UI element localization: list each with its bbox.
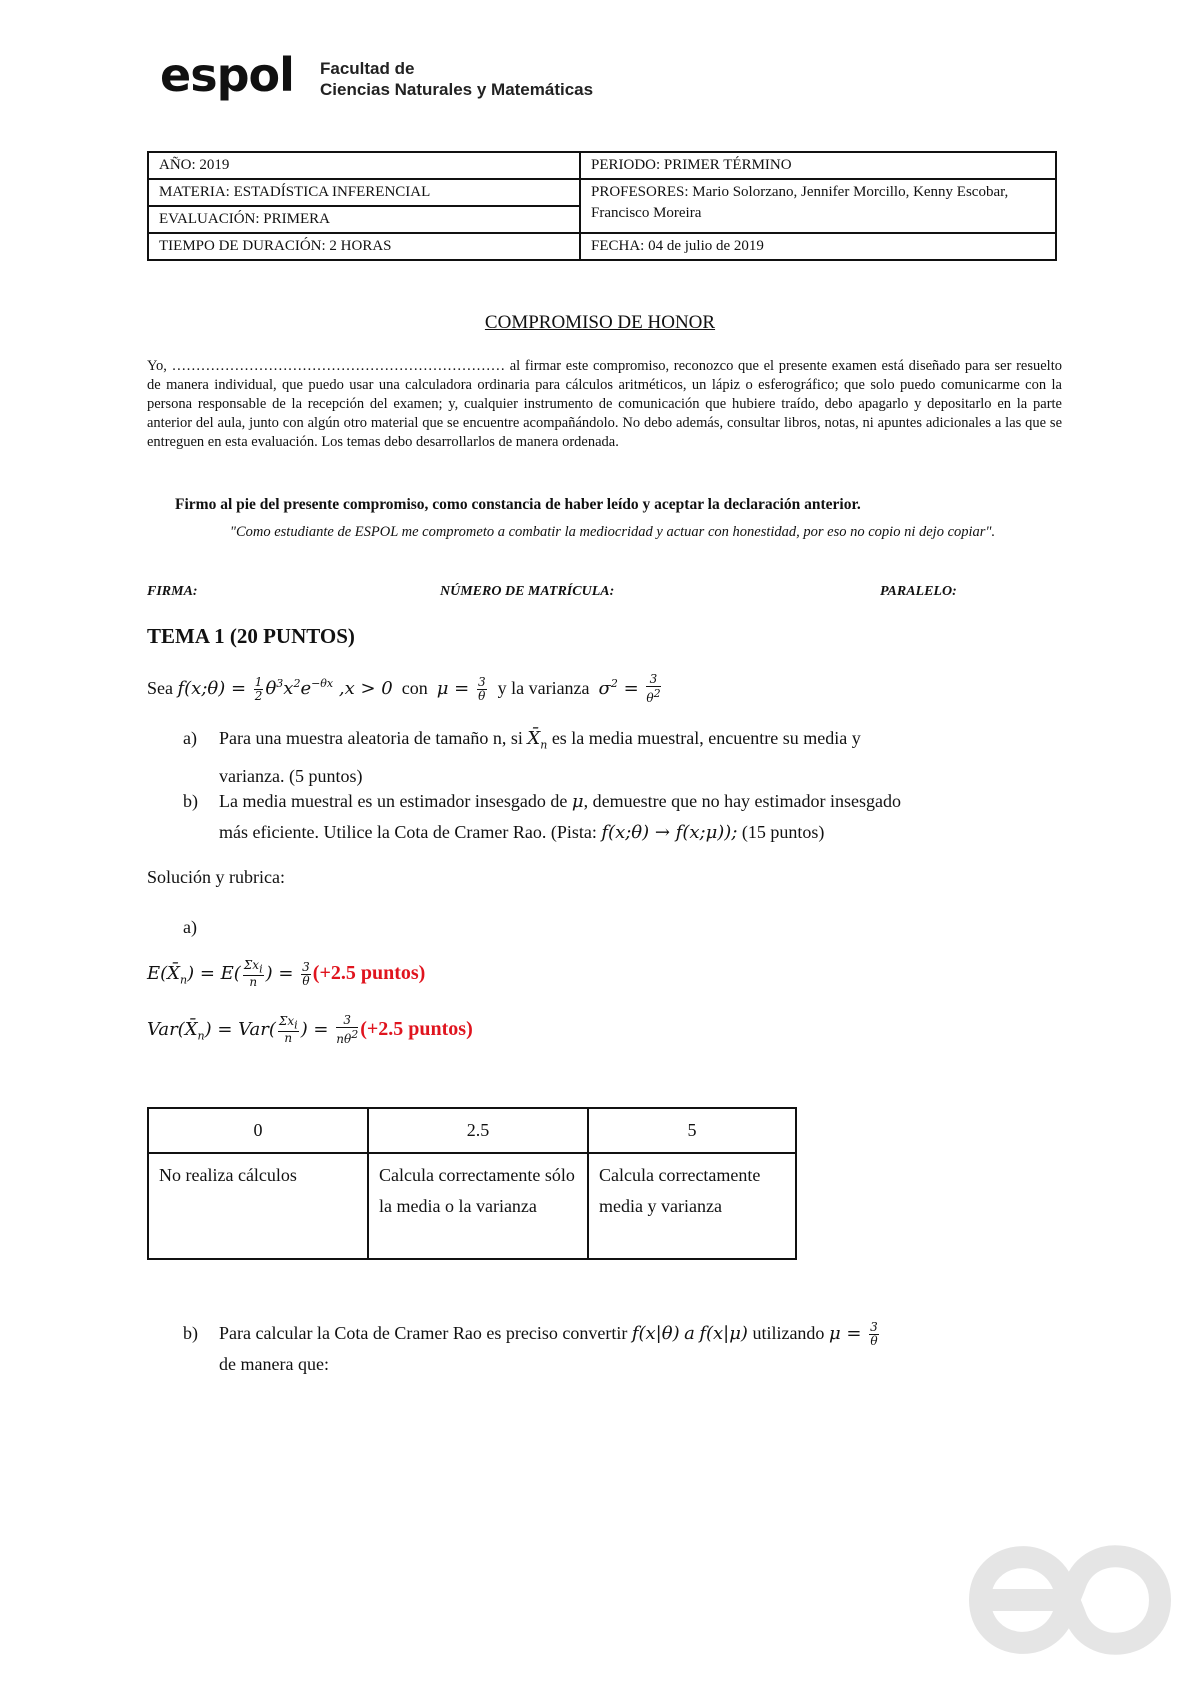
conditional-theta: f(x|θ) [631, 1323, 680, 1344]
hint-formula: f(x;θ) → f(x;μ)); [601, 822, 738, 843]
evaluation-cell: EVALUACIÓN: PRIMERA [148, 206, 580, 233]
variance-equation [147, 1014, 473, 1052]
item-a-part-1: Para una muestra aleatoria de tamaño n, si [219, 728, 523, 748]
expected-value-equation [147, 958, 425, 996]
tema-1-title: TEMA 1 (20 PUNTOS) [147, 624, 355, 648]
honor-title: COMPROMISO DE HONOR [484, 312, 716, 333]
part-b-part-2: utilizando [752, 1323, 825, 1343]
solution-heading: Solución y rubrica: [147, 867, 285, 887]
item-a-text [219, 723, 1064, 792]
con-text: con [401, 678, 428, 698]
honor-declaration: Firmo al pie del presente compromiso, como constancia de haber leído y aceptar la declaración anterior. [175, 496, 861, 513]
duration-cell: TIEMPO DE DURACIÓN: 2 HORAS [148, 233, 580, 260]
item-b-label: b) [183, 791, 198, 811]
item-a-label: a) [183, 728, 197, 748]
mu-symbol: μ [571, 791, 584, 812]
part-b-label: b) [183, 1323, 198, 1343]
mu-formula: μ = $\frac{3}{\theta}$ [436, 674, 486, 703]
rubric-cell-2: Calcula correctamente media y varianza [588, 1153, 796, 1259]
mu-definition: μ = $\frac{3}{\theta}$ [828, 1319, 878, 1348]
signature-label: FIRMA: [147, 584, 198, 599]
year-cell: AÑO: 2019 [148, 152, 580, 179]
enrollment-number-label: NÚMERO DE MATRÍCULA: [440, 584, 615, 599]
part-b-part-3: de manera que: [219, 1354, 329, 1374]
part-b-text [219, 1318, 1079, 1380]
item-b-part-1: La media muestral es un estimador insesgado de [219, 791, 568, 811]
sample-mean-symbol: $X̄_n$ [527, 728, 548, 752]
honor-paragraph: Yo, …………………………………………………………… al firmar este compromiso, reconozco que el presente examen está diseñado para ser resuelto de manera individual, que puedo usar una calculadora ordinaria para cálculos aritméticos, un lápiz o esferográfico; que solo puedo comunicarme con la persona responsable de la recepción del examen; y, cualquier instrumento de comunicación que hubiere traído, debo apagarlo y depositarlo en la parte anterior del aula, junto con algún otro material que se encuentre acompañándolo. No debo además, consultar libros, notas, ni apuntes adicionales a las que se entreguen en esta evaluación. Los temas debo desarrollarlos de manera ordenada. [147, 358, 1062, 450]
faculty-line-1: Facultad de [320, 59, 415, 78]
subject-cell: MATERIA: ESTADÍSTICA INFERENCIAL [148, 179, 580, 206]
rubric-header-1: 2.5 [368, 1108, 588, 1153]
variance-formula: $Var(X̄_n) = Var$( $\frac{\Sigma x_i}{n}$ ) = $\frac{3}{n\theta^2}$ [147, 1013, 359, 1046]
faculty-name [320, 58, 593, 100]
period-cell: PERIODO: PRIMER TÉRMINO [580, 152, 1056, 179]
item-b-part-3: más eficiente. Utilice la Cota de Cramer Rao. (Pista: [219, 822, 597, 842]
solution-a-label: a) [183, 917, 197, 937]
faculty-line-2: Ciencias Naturales y Matemáticas [320, 80, 594, 99]
exam-info-table [147, 151, 1057, 261]
item-b-part-4: (15 puntos) [741, 822, 825, 842]
rubric-cell-0: No realiza cálculos [148, 1153, 368, 1259]
sigma-formula: $\sigma^2$ = $\frac{3}{\theta^2}$ [598, 672, 661, 705]
espol-watermark-icon [960, 1520, 1180, 1680]
item-a-part-3: varianza. (5 puntos) [219, 765, 363, 786]
density-statement [147, 668, 663, 705]
part-b-a: a [684, 1323, 695, 1344]
professors-cell: PROFESORES: Mario Solorzano, Jennifer Morcillo, Kenny Escobar, Francisco Moreira [580, 179, 1056, 233]
item-b-text [219, 786, 1064, 848]
variance-text: y la varianza [497, 678, 590, 698]
expected-value-formula: $E(X̄_n) = E$( $\frac{\Sigma x_i}{n}$ ) = $\frac{3}{\theta}$ [147, 957, 310, 990]
variance-points: (+2.5 puntos) [360, 1018, 473, 1040]
rubric-header-0: 0 [148, 1108, 368, 1153]
part-b-part-1: Para calcular la Cota de Cramer Rao es preciso convertir [219, 1323, 628, 1343]
rubric-table [147, 1107, 797, 1260]
espol-logo: espol [160, 48, 294, 102]
conditional-mu: f(x|μ) [699, 1323, 748, 1344]
honor-quote: "Como estudiante de ESPOL me comprometo a combatir la mediocridad y actuar con honestidad, por eso no copio ni dejo copiar". [229, 524, 996, 540]
item-b-part-2: , demuestre que no hay estimador insesgado [583, 791, 902, 811]
density-formula: f(x;θ) = $\frac{1}{2}$ $\theta^3x^2e^{-\theta x}$ ,x > 0 [177, 674, 393, 703]
sea-text: Sea [147, 678, 173, 698]
date-cell: FECHA: 04 de julio de 2019 [580, 233, 1056, 260]
section-label: PARALELO: [880, 584, 957, 599]
item-a-part-2: es la media muestral, encuentre su media y [551, 728, 861, 748]
rubric-header-2: 5 [588, 1108, 796, 1153]
mean-points: (+2.5 puntos) [312, 962, 426, 984]
rubric-cell-1: Calcula correctamente sólo la media o la varianza [368, 1153, 588, 1259]
